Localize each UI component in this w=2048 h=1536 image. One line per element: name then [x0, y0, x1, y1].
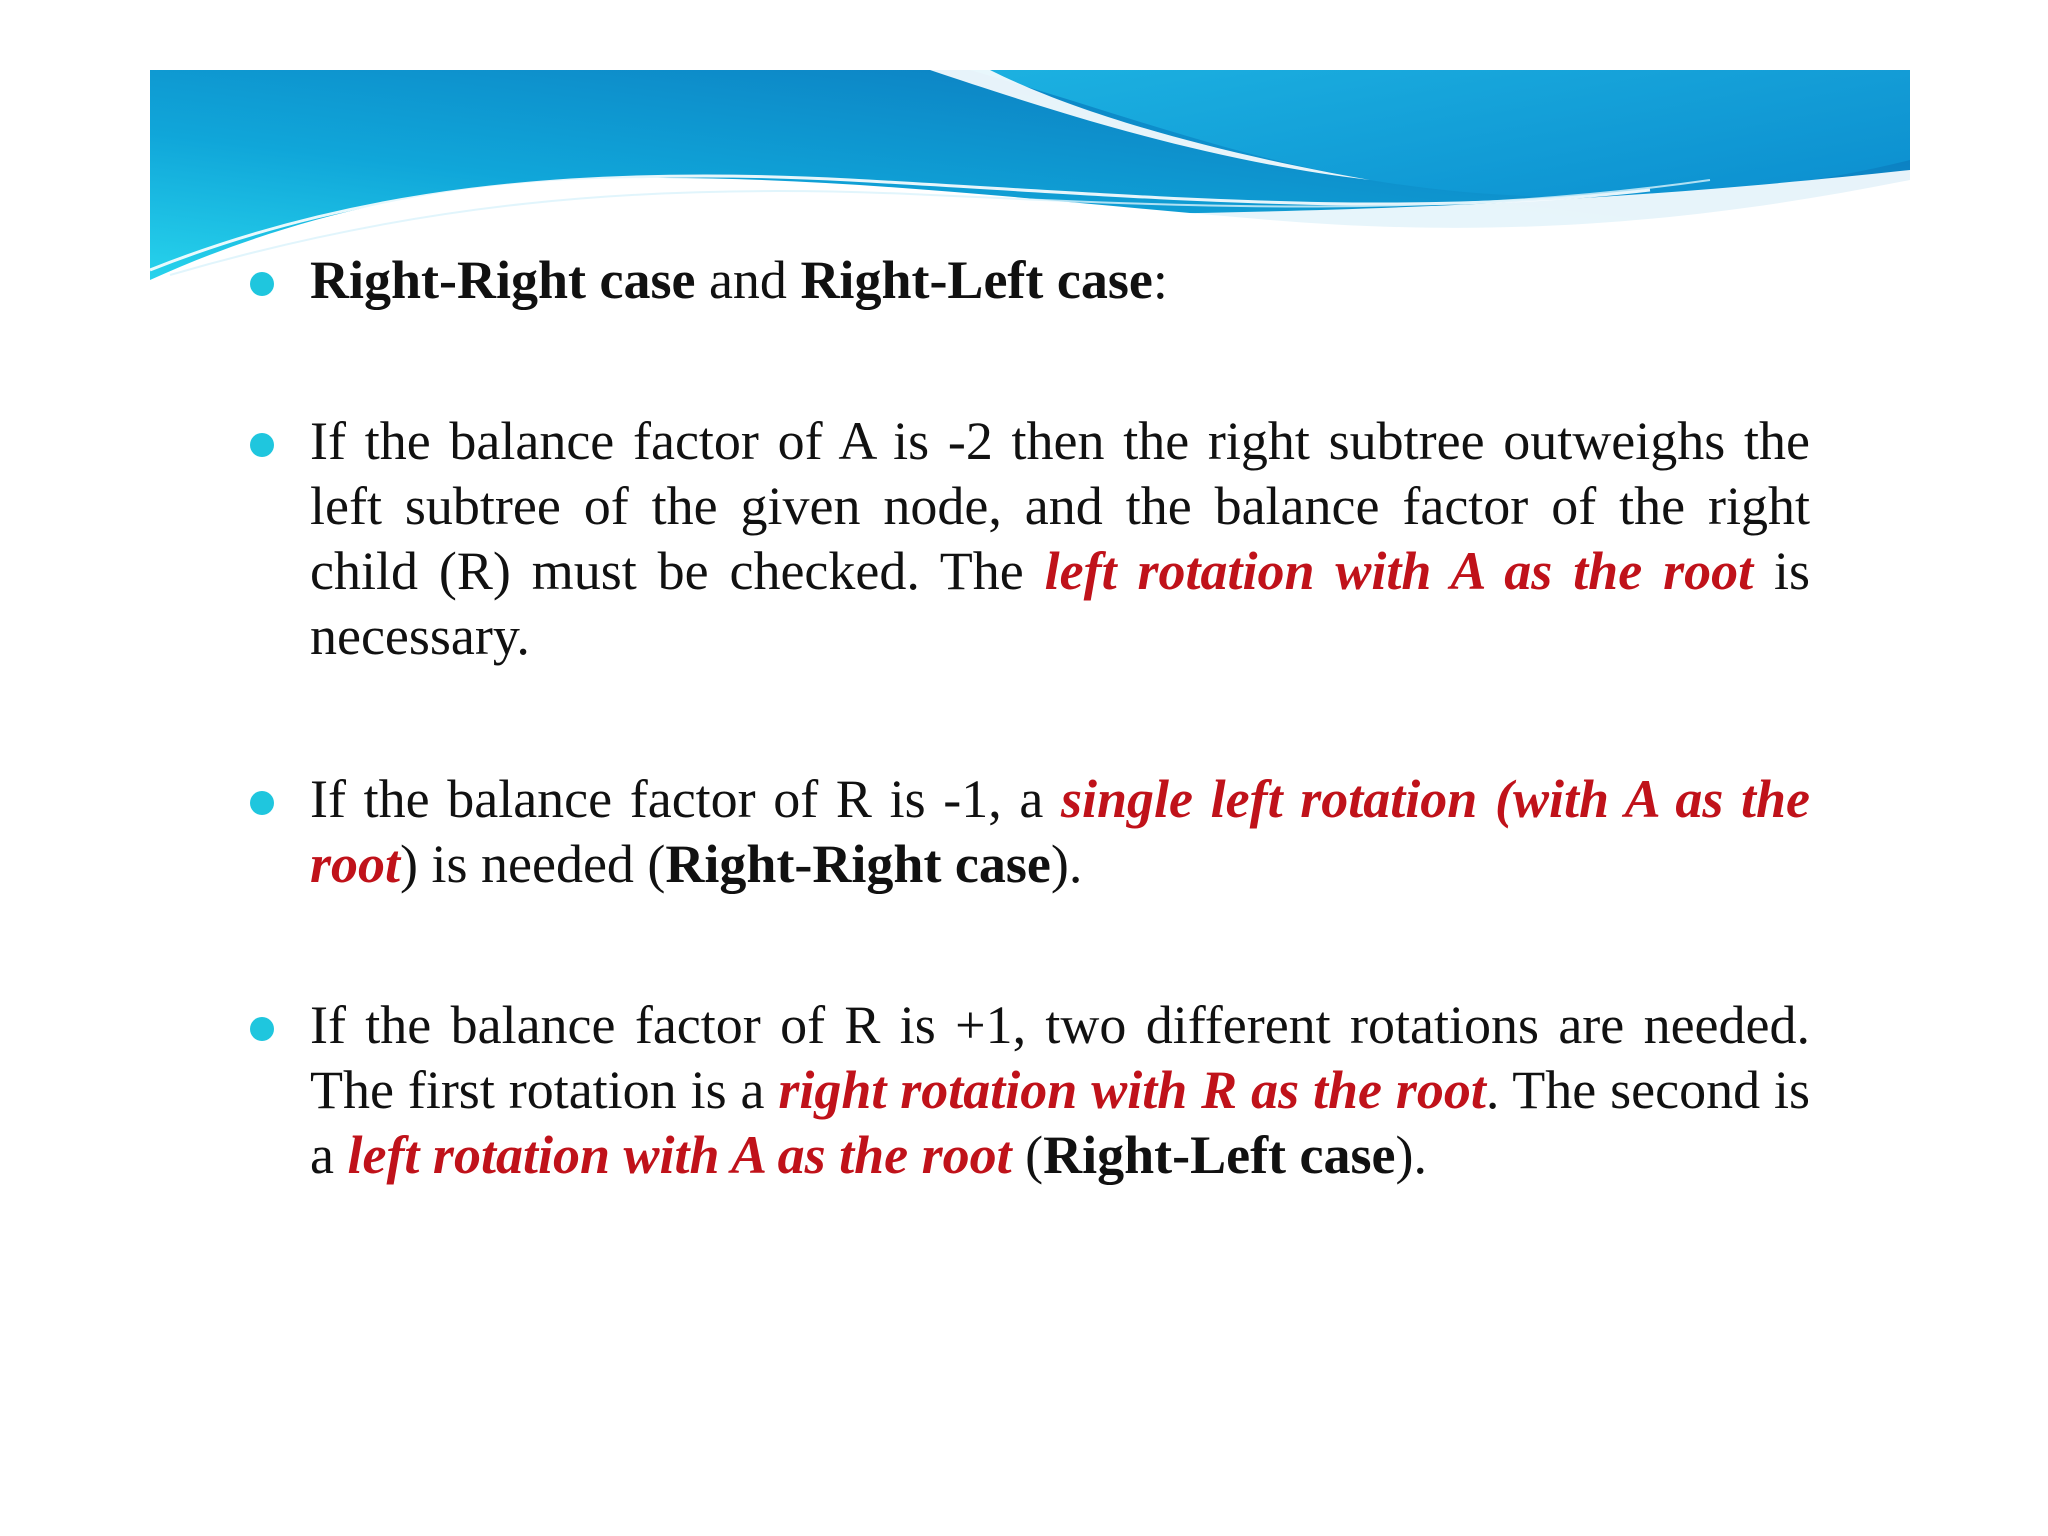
text-normal: ).: [1395, 1125, 1427, 1185]
text-normal: . The second is a: [310, 1060, 1811, 1185]
bullet-item-right-right: [250, 767, 1810, 897]
text-normal: ) is needed (: [400, 834, 666, 894]
text-normal: (: [1011, 1125, 1044, 1185]
bullet-dot-icon: [250, 272, 274, 296]
bullet-dot-icon: [250, 1017, 274, 1041]
bullet-dot-icon: [250, 791, 274, 815]
text-highlight: single left rotation (with A as the root: [310, 769, 1810, 894]
text-bold: Right-Right case: [310, 250, 696, 310]
slide-content: [250, 248, 1810, 1188]
text-bold: Right-Right case: [665, 834, 1051, 894]
text-normal: If the balance factor of R is +1, two different rotations are needed. The first rotation is a: [310, 995, 1810, 1120]
text-normal: ).: [1050, 834, 1083, 894]
text-normal: If the balance factor of A is -2 then the right subtree outweighs the left subtree of the given node, and the balance factor of the right child (R) must be checked. The: [310, 411, 1810, 601]
text-bold: Right-Left case: [1043, 1125, 1396, 1185]
text-normal: and: [695, 250, 801, 310]
text-highlight: right rotation with R as the root: [778, 1060, 1486, 1120]
bullet-dot-icon: [250, 433, 274, 457]
text-normal: :: [1152, 250, 1168, 310]
bullet-item-heading: [250, 248, 1810, 313]
text-highlight: left rotation with A as the root: [1044, 541, 1754, 601]
text-normal: If the balance factor of R is -1, a: [310, 769, 1061, 829]
bullet-item-balance-factor: [250, 409, 1810, 669]
text-highlight: left rotation with A as the root: [347, 1125, 1012, 1185]
text-bold: Right-Left case: [800, 250, 1153, 310]
text-normal: is necessary.: [310, 541, 1810, 666]
bullet-item-right-left: [250, 993, 1810, 1188]
